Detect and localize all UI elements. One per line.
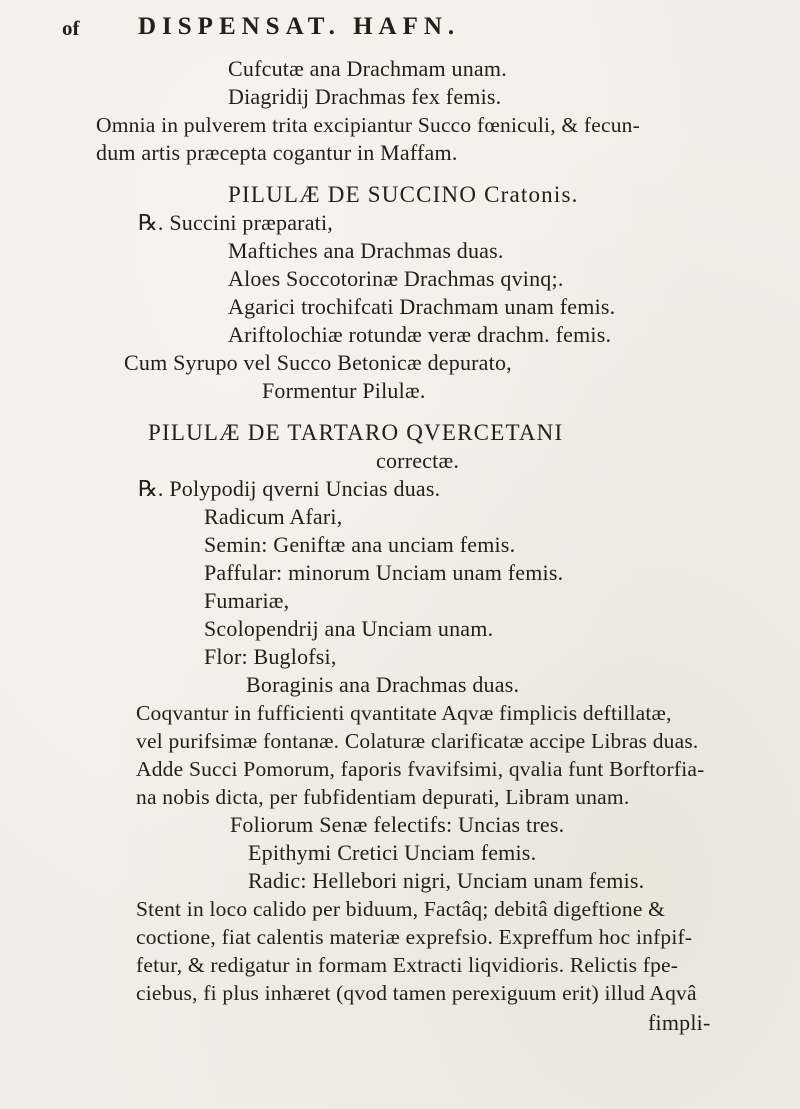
text-line: Aloes Soccotorinæ Drachmas qvinq;. [228, 266, 564, 291]
text-line: ℞. Succini præparati, [138, 210, 333, 235]
text-line: Omnia in pulverem trita excipiantur Succo fœniculi, & fecun- [96, 113, 640, 137]
text-line: Paffular: minorum Unciam unam femis. [204, 560, 564, 585]
text-line: Flor: Buglofsi, [204, 644, 337, 669]
running-head: DISPENSAT. HAFN. [138, 13, 461, 40]
text-line: vel purifsimæ fontanæ. Colaturæ clarificatæ accipe Libras duas. [136, 729, 699, 753]
text-line: Semin: Geniftæ ana unciam femis. [204, 532, 516, 557]
folio-mark: of [62, 16, 80, 40]
section-heading: PILULÆ DE SUCCINO Cratonis. [228, 182, 579, 207]
section-heading: PILULÆ DE TARTARO QVERCETANI [148, 420, 564, 445]
text-line: Coqvantur in fufficienti qvantitate Aqvæ fimplicis deftillatæ, [136, 701, 672, 725]
text-line: fetur, & redigatur in formam Extracti liqvidioris. Relictis fpe- [136, 953, 679, 977]
text-line: ℞. Polypodij qverni Uncias duas. [138, 476, 441, 501]
text-line: Formentur Pilulæ. [262, 378, 426, 403]
text-line: Agarici trochifcati Drachmam unam femis. [228, 294, 616, 319]
text-line: Ariftolochiæ rotundæ veræ drachm. femis. [228, 322, 612, 347]
text-line: Radic: Hellebori nigri, Unciam unam femis. [248, 868, 645, 893]
text-line: Maftiches ana Drachmas duas. [228, 238, 504, 263]
catchword: fimpli- [648, 1010, 711, 1035]
section-subheading: correctæ. [376, 448, 460, 473]
text-line: Boraginis ana Drachmas duas. [246, 672, 520, 697]
text-line: ciebus, fi plus inhæret (qvod tamen perexiguum erit) illud Aqvâ [136, 981, 697, 1005]
text-line: Diagridij Drachmas fex femis. [228, 84, 502, 109]
text-line: Stent in loco calido per biduum, Factâq; debitâ digeftione & [136, 897, 666, 921]
text-line: dum artis præcepta cogantur in Maffam. [96, 140, 458, 165]
text-line: Fumariæ, [204, 588, 290, 613]
text-line: Adde Succi Pomorum, faporis fvavifsimi, qvalia funt Borftorfia- [136, 757, 705, 781]
text-line: Cum Syrupo vel Succo Betonicæ depurato, [124, 350, 512, 375]
text-line: Epithymi Cretici Unciam femis. [248, 840, 537, 865]
text-line: coctione, fiat calentis materiæ exprefsio. Expreffum hoc infpif- [136, 925, 693, 949]
text-line: Cufcutæ ana Drachmam unam. [228, 56, 507, 81]
text-line: Radicum Afari, [204, 504, 343, 529]
text-line: Foliorum Senæ felectifs: Uncias tres. [230, 812, 565, 837]
text-line: na nobis dicta, per fubfidentiam depurati, Libram unam. [136, 785, 630, 809]
text-line: Scolopendrij ana Unciam unam. [204, 616, 494, 641]
